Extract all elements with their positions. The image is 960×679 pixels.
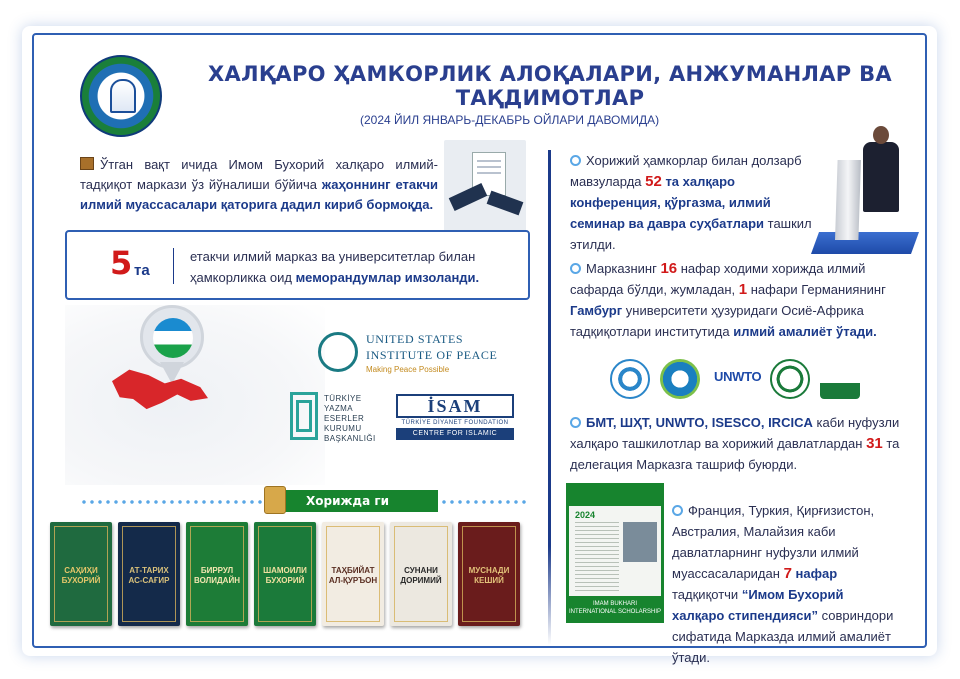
logo-building-icon	[110, 79, 136, 113]
speaker-at-podium-image	[815, 120, 915, 255]
dots-divider-left	[80, 500, 270, 504]
scholarship-poster	[566, 483, 664, 623]
scholarship-tail: совриндори сифатида Марказда илмий амалиёт ўтади.	[672, 608, 894, 665]
isam-logo	[396, 394, 514, 449]
scholarship-name: “Имом Бухорий халқаро стипендияси”	[672, 587, 844, 623]
tyek-logo	[290, 390, 385, 450]
book-title: БИРРУЛ ВОЛИДАЙН	[194, 566, 240, 585]
stage-floor	[811, 232, 919, 254]
un-logo-icon	[610, 359, 650, 399]
book-cover	[50, 522, 112, 626]
scholarship-unit: нафар	[791, 566, 838, 581]
poster-photo	[623, 522, 657, 562]
unwto-logo: UNWTO	[714, 369, 762, 384]
contract-line	[477, 160, 501, 162]
intro-highlight: жаҳоннинг етакчи илмий муассасалари қаторига дадил кириб бормоқда.	[80, 177, 438, 212]
scholarship-mid: тадқиқотчи	[672, 587, 742, 602]
intro-text: Ўтган вақт ичида Имом Бухорий халқаро илмий-тадқиқот маркази ўз йўналиши бўйича	[80, 157, 438, 192]
scholarship-paragraph	[672, 500, 894, 668]
memorandum-separator	[173, 248, 174, 284]
memorandum-text	[190, 246, 520, 288]
conf-lead: Хорижий ҳамкорлар билан долзарб мавзуларда	[570, 153, 802, 189]
tyek-knot-inner	[296, 400, 312, 432]
book-title: СУНАНИ ДОРИМИЙ	[400, 566, 442, 585]
book-cover	[254, 522, 316, 626]
book-title: АТ-ТАРИХ АС-САҒИР	[128, 566, 170, 585]
globe-icon	[672, 505, 683, 516]
page-title: ХАЛҚАРО ҲАМКОРЛИК АЛОҚАЛАРИ, АНЖУМАНЛАР ВА ТАҚДИМОТЛАР	[208, 62, 892, 110]
isesco-logo-icon	[770, 359, 810, 399]
isam-name: İSAM	[396, 394, 514, 418]
books-banner: Хорижда ги	[276, 490, 438, 512]
page-subtitle: (2024 ЙИЛ ЯНВАРЬ-ДЕКАБРЬ ОЙЛАРИ ДАВОМИДА)	[360, 113, 660, 127]
contract-line	[477, 166, 501, 168]
delegation-orgs: БМТ, ШҲТ, UNWTO, ISESCO, IRCICA	[586, 415, 813, 430]
scholarship-count: 7	[783, 565, 792, 582]
speaker-head	[873, 126, 889, 144]
ircica-logo-icon	[820, 359, 860, 399]
intro-paragraph	[80, 155, 438, 215]
handshake-contract-image	[444, 140, 526, 232]
uzbekistan-flag-pin	[140, 305, 204, 369]
delegation-tail: та делегация Марказга ташриф буюрди.	[570, 436, 900, 472]
staff-paragraph	[570, 258, 920, 342]
book-cover	[458, 522, 520, 626]
book-cover	[186, 522, 248, 626]
book-title: МУСНАДИ КЕШИЙ	[468, 566, 510, 585]
organization-logos	[606, 355, 876, 399]
book-title: ШАМОИЛИ БУХОРИЙ	[263, 566, 307, 585]
book-title: САҲИҲИ БУХОРИЙ	[61, 566, 101, 585]
sco-logo-icon	[660, 359, 700, 399]
usip-tagline: Making Peace Possible	[366, 365, 450, 374]
podium	[835, 160, 861, 240]
contract-line	[477, 172, 501, 174]
book-title: ТАҲБИЙАТ АЛ-ҚУРЪОН	[328, 566, 378, 585]
dots-divider-right	[440, 500, 530, 504]
uzbekistan-flag-icon	[153, 318, 193, 358]
memorandum-plain: етакчи илмий марказ ва университетлар билан ҳамкорликка оид	[190, 249, 476, 285]
hand-left	[449, 183, 488, 211]
usip-emblem-icon	[318, 332, 358, 372]
staff-city: Гамбург	[570, 303, 623, 318]
tyek-name: TÜRKİYE YAZMA ESERLER KURUMU BAŞKANLIĞI	[324, 394, 376, 443]
staff-internship: илмий амалиёт ўтади.	[733, 324, 877, 339]
scroll-icon	[264, 486, 286, 514]
book-cover	[390, 522, 452, 626]
staff-mid1: нафар ходими хорижда илмий сафарда бўлди, жумладан,	[570, 261, 866, 297]
globe-icon	[570, 263, 581, 274]
staff-count-germany: 1	[738, 281, 748, 298]
isam-foundation: TÜRKİYE DİYANET FOUNDATION	[401, 420, 509, 426]
staff-count: 16	[660, 260, 678, 277]
usip-logo	[318, 330, 498, 380]
staff-mid3: университети ҳузуридаги Осиё-Африка тадқиқотлари институтида	[570, 303, 864, 339]
conf-bold: та халқаро конференция, қўргазма, илмий семинар ва давра суҳбатлари	[570, 174, 771, 231]
speaker-body	[863, 142, 899, 212]
book-icon	[80, 157, 94, 170]
poster-text-lines	[575, 522, 619, 592]
globe-icon	[570, 417, 581, 428]
usip-line1: UNITED STATES	[366, 332, 464, 346]
center-logo	[80, 55, 162, 137]
book-cover	[118, 522, 180, 626]
delegation-count: 31	[866, 435, 883, 452]
isam-centre: CENTRE FOR ISLAMIC STUDIES	[396, 428, 514, 440]
delegation-paragraph	[570, 412, 910, 475]
staff-lead: Марказнинг	[586, 261, 661, 276]
poster-header	[569, 486, 661, 506]
staff-mid2: нафари Германиянинг	[747, 282, 886, 297]
globe-icon	[570, 155, 581, 166]
usip-line2: INSTITUTE OF PEACE	[366, 348, 498, 362]
column-divider	[548, 150, 551, 645]
scholarship-lead: Франция, Туркия, Қирғизистон, Австралия, Малайзия каби давлатларнинг нуфузли илмий муассасаларидан	[672, 503, 875, 581]
conf-tail: ташкил этилди.	[570, 216, 812, 252]
book-covers	[50, 522, 520, 632]
book-cover	[322, 522, 384, 626]
poster-footer: IMAM BUKHARI INTERNATIONAL SCHOLARSHIP	[569, 596, 661, 620]
memorandum-count: 5	[110, 244, 133, 282]
memorandum-bold: меморандумлар имзоланди.	[295, 270, 480, 285]
delegation-mid: каби нуфузли халқаро ташкилотлар ва хорижий давлатлардан	[570, 415, 900, 451]
conf-count: 52	[645, 173, 662, 190]
memorandum-unit: та	[134, 262, 150, 279]
conferences-paragraph	[570, 150, 815, 255]
poster-year: 2024	[575, 510, 596, 520]
